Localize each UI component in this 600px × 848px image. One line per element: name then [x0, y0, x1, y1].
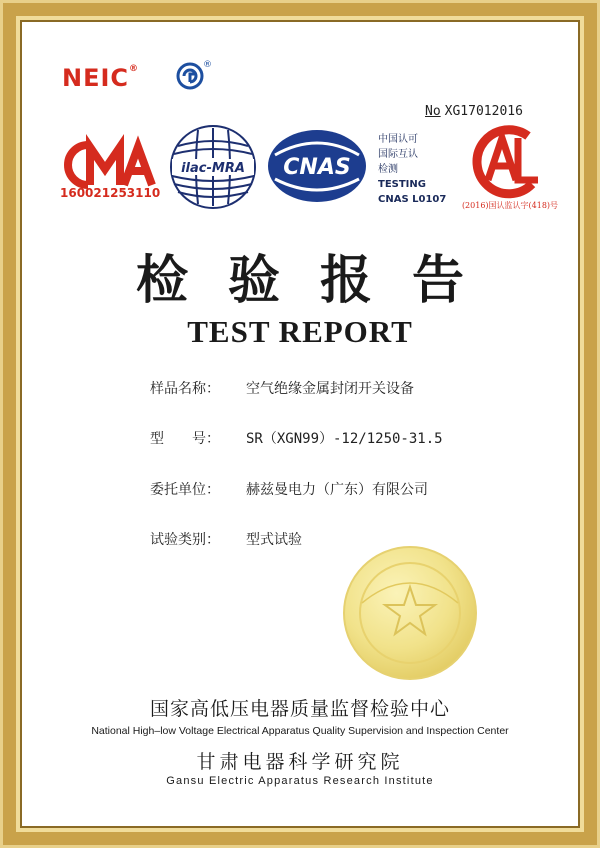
cnas-logo-icon	[265, 127, 369, 205]
field-label: 型 号：	[150, 431, 220, 447]
cnas-line-2: 国际互认	[378, 149, 418, 160]
field-value: 型式试验	[246, 532, 302, 548]
institute-chinese: 甘肃电器科学研究院	[196, 751, 404, 773]
cal-logo-icon	[466, 122, 548, 200]
organization-chinese: 国家高低压电器质量监督检验中心	[149, 698, 450, 720]
swirl-registered-mark: ®	[203, 60, 212, 70]
title-chinese: 检验报告	[135, 251, 504, 311]
neic-logo-text: NEIC	[62, 64, 130, 92]
field-value: 空气绝缘金属封闭开关设备	[246, 381, 414, 397]
field-client	[150, 479, 428, 499]
cnas-line-4: TESTING	[378, 179, 426, 190]
field-model	[150, 428, 443, 448]
field-sample-name	[150, 378, 414, 398]
cnas-line-3: 检测	[378, 164, 398, 175]
embossed-gold-seal-icon	[340, 543, 480, 683]
svg-text:CNAS: CNAS	[283, 155, 351, 180]
title-english: TEST REPORT	[187, 314, 413, 349]
field-test-category	[150, 529, 302, 549]
report-number	[425, 104, 523, 119]
ilac-mra-logo-icon	[168, 124, 258, 210]
cma-code: 160021253110	[60, 186, 161, 200]
swirl-logo-icon	[176, 62, 204, 90]
cnas-accreditation-text	[378, 132, 446, 207]
field-label: 委托单位：	[150, 482, 220, 498]
institute-english: Gansu Electric Apparatus Research Institute	[166, 775, 434, 787]
cal-caption: (2016)国认监认字(418)号	[461, 201, 559, 210]
svg-text:ilac-MRA: ilac-MRA	[181, 161, 245, 176]
cnas-line-5: CNAS L0107	[378, 194, 447, 205]
cnas-line-1: 中国认可	[378, 134, 418, 145]
report-number-value: XG17012016	[444, 104, 523, 119]
report-number-prefix: No	[425, 104, 441, 119]
neic-registered-mark: ®	[129, 64, 140, 74]
neic-logo	[62, 64, 139, 92]
field-value: 赫兹曼电力（广东）有限公司	[246, 482, 428, 498]
field-label: 试验类别：	[150, 532, 220, 548]
field-value: SR（XGN99）-12/1250-31.5	[246, 431, 443, 447]
organization-english: National High–low Voltage Electrical Apparatus Quality Supervision and Inspection Center	[91, 725, 509, 737]
field-label: 样品名称：	[150, 381, 220, 397]
